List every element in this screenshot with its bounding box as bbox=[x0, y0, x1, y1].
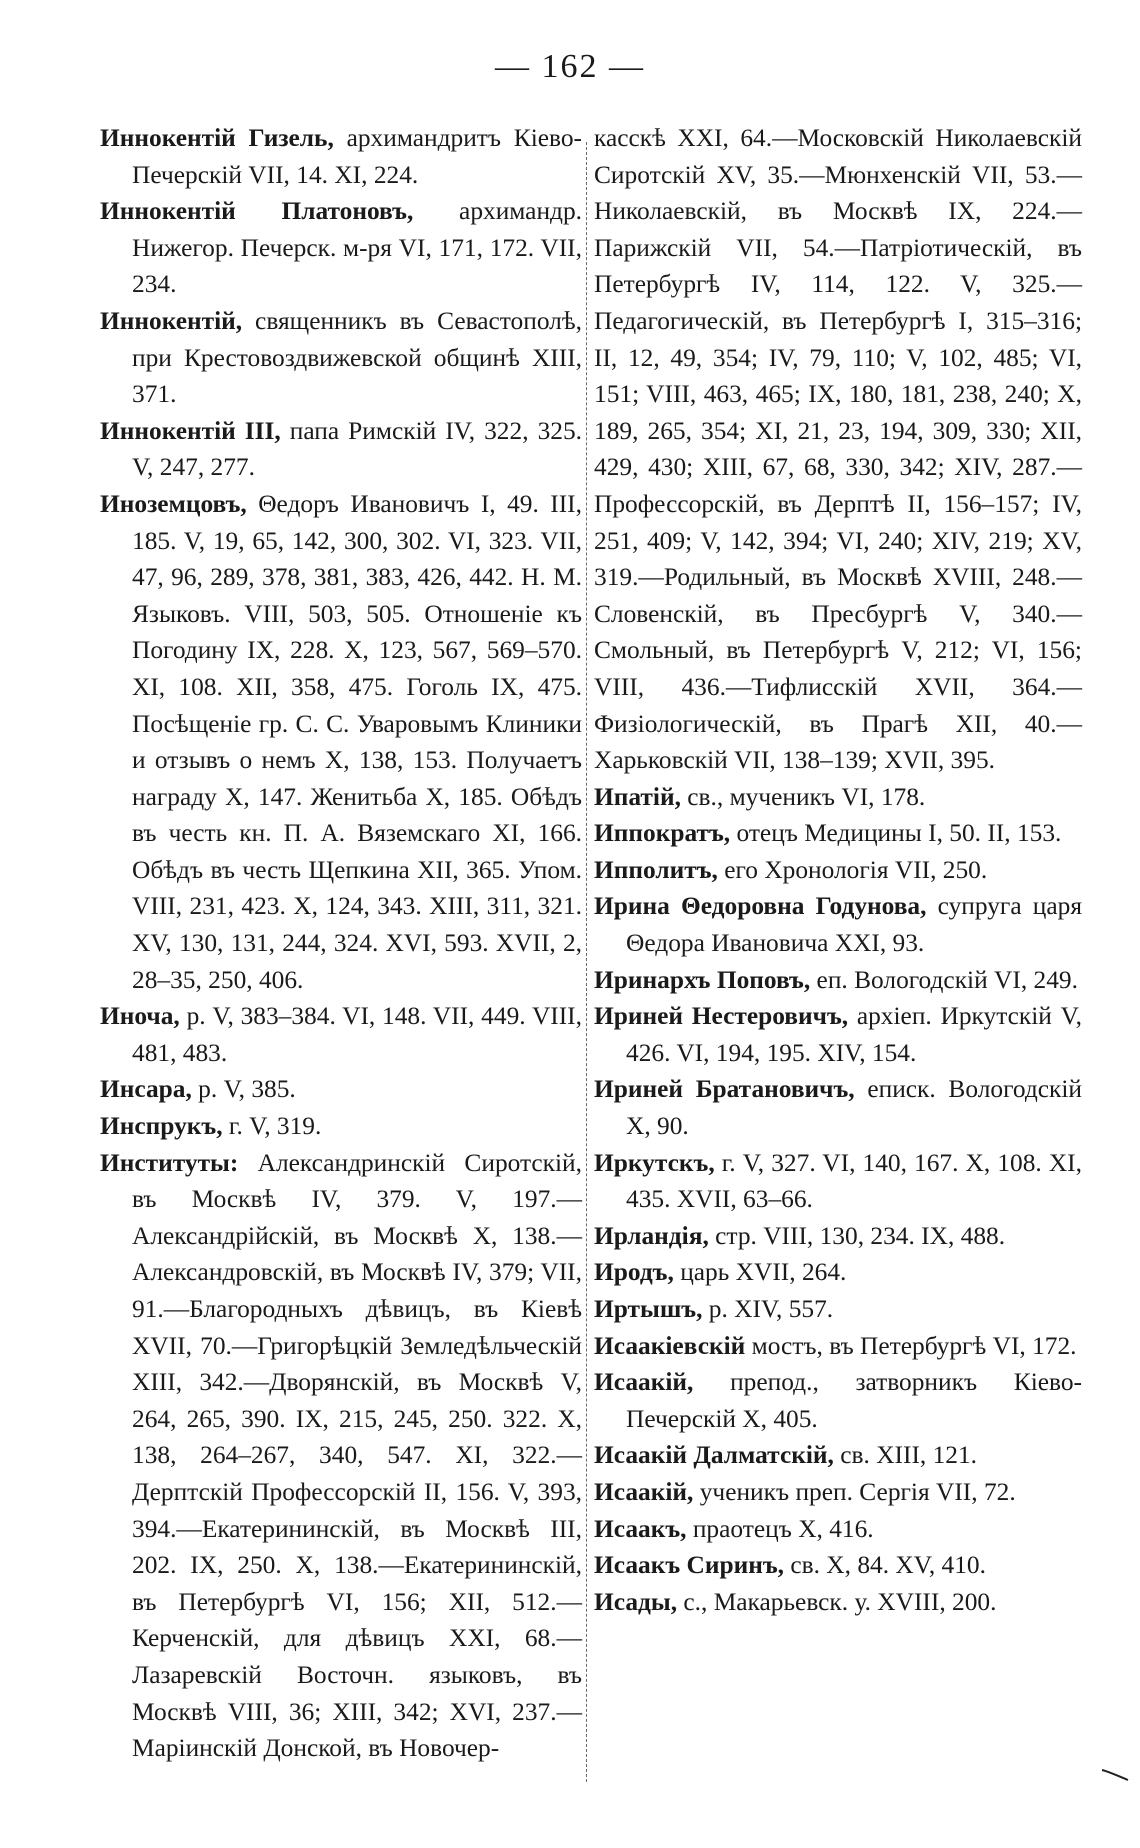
index-entry bbox=[594, 998, 1082, 1071]
entry-text: стр. VIII, 130, 234. IX, 488. bbox=[708, 1221, 1006, 1250]
index-entry bbox=[594, 815, 1082, 852]
index-entry bbox=[594, 1511, 1082, 1548]
entry-headword: Иртышъ, bbox=[594, 1295, 703, 1323]
entry-headword: Иринархъ Поповъ, bbox=[594, 965, 811, 994]
index-column-right bbox=[594, 120, 1082, 1620]
index-entry bbox=[594, 1291, 1082, 1328]
entry-text: мостъ, въ Петербургѣ VI, 172. bbox=[745, 1331, 1077, 1360]
entry-text: препод., затворникъ Кіево-Печерскій X, 405. bbox=[626, 1368, 1082, 1433]
entry-text: ученикъ преп. Сергія VII, 72. bbox=[693, 1477, 1016, 1506]
entry-text: с., Макарьевск. у. XVIII, 200. bbox=[677, 1587, 997, 1616]
index-entry bbox=[594, 1328, 1082, 1365]
entry-text: праотецъ X, 416. bbox=[686, 1514, 874, 1543]
index-entry bbox=[594, 779, 1082, 816]
index-entry bbox=[594, 962, 1082, 999]
entry-headword: Иннокентій Платоновъ, bbox=[100, 197, 414, 226]
entry-text: еп. Вологодскій VI, 249. bbox=[810, 965, 1078, 994]
entry-text: св., мученикъ VI, 178. bbox=[680, 782, 926, 811]
index-entry bbox=[594, 852, 1082, 889]
entry-headword: Исаакъ, bbox=[594, 1514, 687, 1543]
entry-headword: Иннокентій Гизель, bbox=[100, 124, 334, 152]
index-entry bbox=[100, 486, 582, 998]
entry-text: царь XVII, 264. bbox=[673, 1258, 847, 1287]
entry-headword: Иппократъ, bbox=[594, 819, 731, 848]
entry-headword: Ириней Нестеровичъ, bbox=[594, 1002, 849, 1031]
index-entry bbox=[100, 120, 582, 193]
column-divider bbox=[586, 142, 587, 1782]
index-entry bbox=[594, 1145, 1082, 1218]
index-entry bbox=[594, 1254, 1082, 1291]
entry-headword: Институты: bbox=[100, 1148, 239, 1177]
entry-text: р. V, 383–384. VI, 148. VII, 449. VIII, 481, 483. bbox=[132, 1002, 582, 1067]
entry-text: Θедоръ Ивановичъ I, 49. III, 185. V, 19, 65, 142, 300, 302. VI, 323. VII, 47, 96, 289, 378, 381, 383, 426, 442. Н. М. Языковъ. VIII, 503, 505. Отношеніе къ Погодину IX, 228. X, 123, 567, 569–570. XI, 108. XII, 358, 475. Гоголь IX, 475. Посѣщеніе гр. С. С. Уваровымъ Клиники и отзывъ о немъ X, 138, 153. Получаетъ награду X, 147. Женитьба X, 185. Обѣдъ въ честь кн. П. А. Вяземскаго XI, 166. Обѣдъ въ честь Щепкина XII, 365. Упом. VIII, 231, 423. X, 124, 343. XIII, 311, 321. XV, 130, 131, 244, 324. XVI, 593. XVII, 2, 28–35, 250, 406. bbox=[132, 489, 582, 994]
index-entry bbox=[594, 1071, 1082, 1144]
index-entry bbox=[100, 303, 582, 413]
entry-headword: Иноземцовъ, bbox=[100, 489, 247, 518]
continued-entry-text: касскѣ XXI, 64.—Московскій Николаевскій Сиротскій XV, 35.—Мюнхенскій VII, 53.—Николаевскій, въ Москвѣ IX, 224.—Парижскій VII, 54.—Патріотическій, въ Петербургѣ IV, 114, 122. V, 325.—Педагогическій, въ Петербургѣ I, 315–316; II, 12, 49, 354; IV, 79, 110; V, 102, 485; VI, 151; VIII, 463, 465; IX, 180, 181, 238, 240; X, 189, 265, 354; XI, 21, 23, 194, 309, 330; XII, 429, 430; XIII, 67, 68, 330, 342; XIV, 287.—Профессорскій, въ Дерптѣ II, 156–157; IV, 251, 409; V, 142, 394; VI, 240; XIV, 219; XV, 319.—Родильный, въ Москвѣ XVIII, 248.—Словенскій, въ Пресбургѣ V, 340.—Смольный, въ Петербургѣ V, 212; VI, 156; VIII, 436.—Тифлисскій XVII, 364.—Физіологическій, въ Прагѣ XII, 40.—Харьковскій VII, 138–139; XVII, 395. bbox=[594, 124, 1082, 775]
entry-headword: Иннокентій, bbox=[100, 306, 243, 335]
entry-text: отецъ Медицины I, 50. II, 153. bbox=[730, 819, 1062, 848]
entry-text: архимандритъ Кіево-Печерскій VII, 14. XI, 224. bbox=[132, 124, 582, 189]
entry-headword: Исаакіевскій bbox=[594, 1331, 746, 1360]
entry-text: еписк. Вологодскій X, 90. bbox=[626, 1075, 1083, 1141]
index-entry bbox=[594, 1364, 1082, 1437]
entry-text: его Хронологія VII, 250. bbox=[717, 855, 988, 884]
index-entry bbox=[594, 1547, 1082, 1584]
entry-headword: Иродъ, bbox=[594, 1258, 674, 1287]
entry-text: священникъ въ Севастополѣ, при Крестовоздвижевской общинѣ XIII, 371. bbox=[132, 306, 582, 409]
entry-headword: Ириней Братановичъ, bbox=[594, 1075, 855, 1104]
index-entry bbox=[594, 1584, 1082, 1621]
index-entry bbox=[100, 1071, 582, 1108]
index-entry bbox=[594, 888, 1082, 961]
entry-headword: Ипполитъ, bbox=[594, 855, 718, 884]
index-entry bbox=[594, 1437, 1082, 1474]
entry-text: архимандр. Нижегор. Печерск. м-ря VI, 171, 172. VII, 234. bbox=[132, 197, 583, 299]
entry-headword: Инспрукъ, bbox=[100, 1112, 223, 1141]
index-entry bbox=[100, 998, 582, 1071]
entry-headword: Исаакій, bbox=[594, 1368, 694, 1397]
entry-text: св. XIII, 121. bbox=[833, 1441, 978, 1470]
entry-headword: Исаакій, bbox=[594, 1477, 694, 1506]
entry-text: св. X, 84. XV, 410. bbox=[784, 1551, 986, 1580]
entry-headword: Исаакъ Сиринъ, bbox=[594, 1551, 784, 1580]
entry-headword: Исаакій Далматскій, bbox=[594, 1441, 834, 1470]
entry-headword: Ирина Θедоровна Годунова, bbox=[594, 892, 927, 921]
entry-text: р. XIV, 557. bbox=[702, 1295, 834, 1323]
entry-text: р. V, 385. bbox=[191, 1075, 296, 1104]
entry-text: г. V, 327. VI, 140, 167. X, 108. XI, 435. XVII, 63–66. bbox=[626, 1148, 1082, 1214]
index-entry bbox=[100, 1145, 582, 1767]
entry-text: папа Римскій IV, 322, 325. V, 247, 277. bbox=[132, 416, 582, 482]
entry-text: г. V, 319. bbox=[222, 1112, 322, 1141]
entry-text: Александринскій Сиротскій, въ Москвѣ IV, 379. V, 197.—Александрійскій, въ Москвѣ X, 138.—Александровскій, въ Москвѣ IV, 379; VII, 91.—Благородныхъ дѣвицъ, въ Кіевѣ XVII, 70.—Григорѣцкій Земледѣльческій XIII, 342.—Дворянскій, въ Москвѣ V, 264, 265, 390. IX, 215, 245, 250. 322. X, 138, 264–267, 340, 547. XI, 322.—Дерптскій Профессорскій II, 156. V, 393, 394.—Екатерининскій, въ Москвѣ III, 202. IX, 250. X, 138.—Екатерининскій, въ Петербургѣ VI, 156; XII, 512.—Керченскій, для дѣвицъ XXI, 68.—Лазаревскій Восточн. языковъ, въ Москвѣ VIII, 36; XIII, 342; XVI, 237.—Маріинскій Донской, въ Новочер- bbox=[132, 1148, 582, 1763]
entry-headword: Ипатій, bbox=[594, 782, 681, 811]
entry-headword: Иноча, bbox=[100, 1002, 180, 1031]
index-column-left bbox=[100, 120, 582, 1767]
entry-text: архіеп. Иркутскій V, 426. VI, 194, 195. XIV, 154. bbox=[626, 1002, 1082, 1067]
entry-headword: Ирландія, bbox=[594, 1221, 709, 1250]
entry-headword: Исады, bbox=[594, 1587, 678, 1616]
index-entry bbox=[100, 193, 582, 303]
index-entry bbox=[594, 1474, 1082, 1511]
entry-headword: Иркутскъ, bbox=[594, 1148, 715, 1177]
entry-headword: Иннокентій III, bbox=[100, 416, 281, 445]
index-entry bbox=[100, 413, 582, 486]
entry-text: супруга царя Θедора Ивановича XXI, 93. bbox=[626, 892, 1083, 958]
margin-pen-mark bbox=[1100, 1764, 1130, 1784]
index-entry bbox=[594, 1218, 1082, 1255]
page-number: — 162 — bbox=[495, 48, 645, 85]
index-entry bbox=[100, 1108, 582, 1145]
entry-headword: Инсара, bbox=[100, 1075, 192, 1104]
